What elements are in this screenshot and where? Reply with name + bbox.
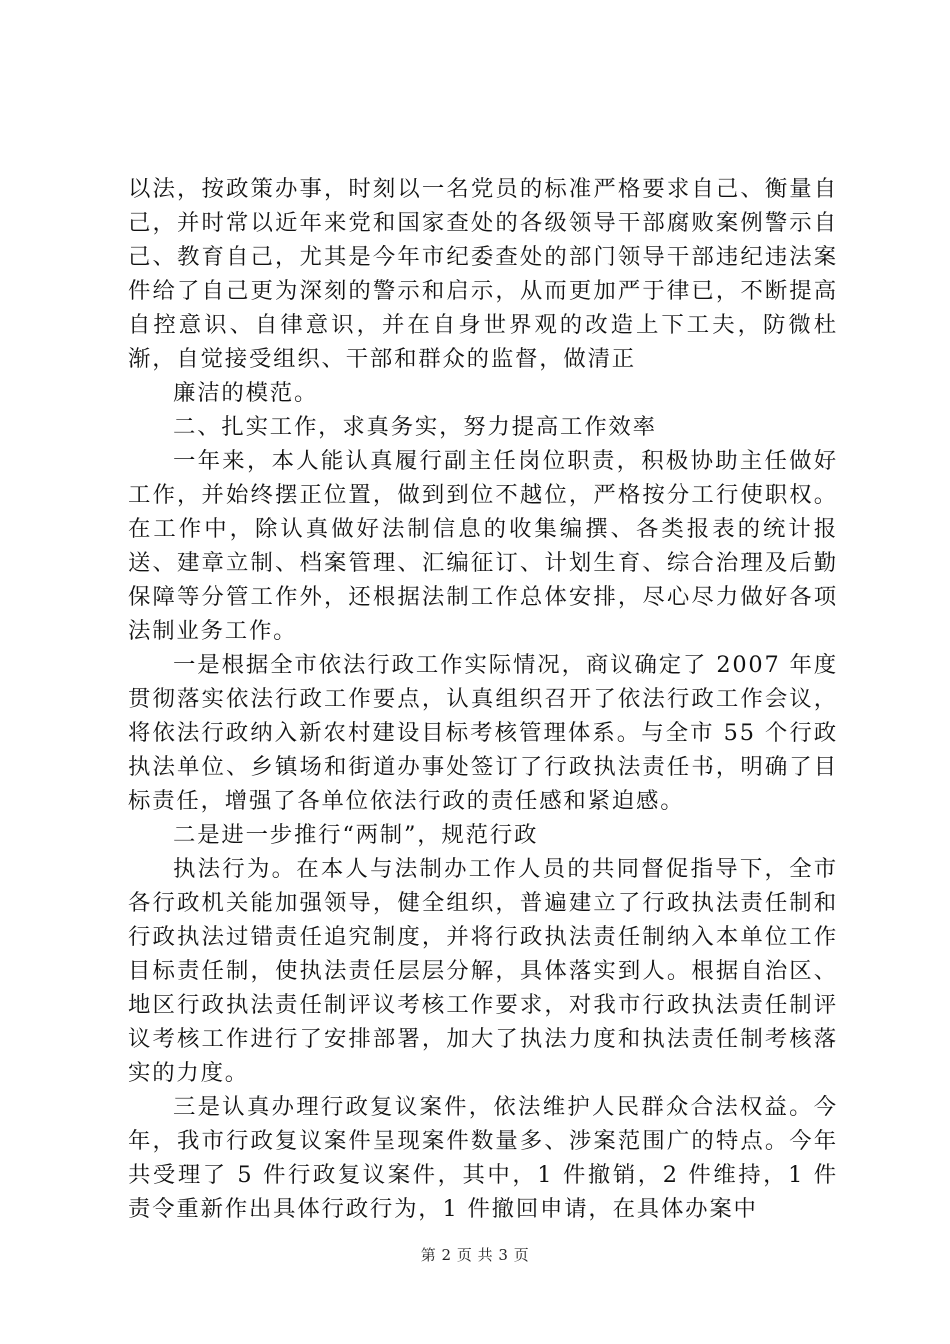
paragraph-2: 廉洁的模范。 [173,380,319,406]
paragraph-8: 三是认真办理行政复议案件，依法维护人民群众合法权益。今年，我市行政复议案件呈现案件数量多、涉案范围广的特点。今年共受理了 5 件行政复议案件，其中，1 件撤销，2 件维持，1 件责令重新作出具体行政行为，1 件撤回申请，在具体办案中 [128,1094,838,1222]
page-footer: 第 2 页 共 3 页 [420,1246,530,1264]
paragraph-5: 一是根据全市依法行政工作实际情况，商议确定了 2007 年度贯彻落实依法行政工作要点，认真组织召开了依法行政工作会议，将依法行政纳入新农村建设目标考核管理体系。与全市 55 个行政执法单位、乡镇场和街道办事处签订了行政执法责任书，明确了目标责任，增强了各单位依法行政的责任感和紧迫感。 [128,652,838,814]
paragraph-4: 一年来，本人能认真履行副主任岗位职责，积极协助主任做好工作，并始终摆正位置，做到到位不越位，严格按分工行使职权。在工作中，除认真做好法制信息的收集编撰、各类报表的统计报送、建章立制、档案管理、汇编征订、计划生育、综合治理及后勤保障等分管工作外，还根据法制工作总体安排，尽心尽力做好各项法制业务工作。 [128,448,838,644]
paragraph-6: 二是进一步推行“两制”，规范行政 [173,822,539,848]
document-body [128,172,838,1226]
section-heading: 二、扎实工作，求真务实，努力提高工作效率 [173,414,657,440]
paragraph-1: 以法，按政策办事，时刻以一名党员的标准严格要求自己、衡量自己，并时常以近年来党和国家查处的各级领导干部腐败案例警示自己、教育自己，尤其是今年市纪委查处的部门领导干部违纪违法案件给了自己更为深刻的警示和启示，从而更加严于律已，不断提高自控意识、自律意识，并在自身世界观的改造上下工夫，防微杜渐，自觉接受组织、干部和群众的监督，做清正 [128,176,838,372]
paragraph-7: 执法行为。在本人与法制办工作人员的共同督促指导下，全市各行政机关能加强领导，健全组织，普遍建立了行政执法责任制和行政执法过错责任追究制度，并将行政执法责任制纳入本单位工作目标责任制，使执法责任层层分解，具体落实到人。根据自治区、地区行政执法责任制评议考核工作要求，对我市行政执法责任制评议考核工作进行了安排部署，加大了执法力度和执法责任制考核落实的力度。 [128,856,838,1086]
